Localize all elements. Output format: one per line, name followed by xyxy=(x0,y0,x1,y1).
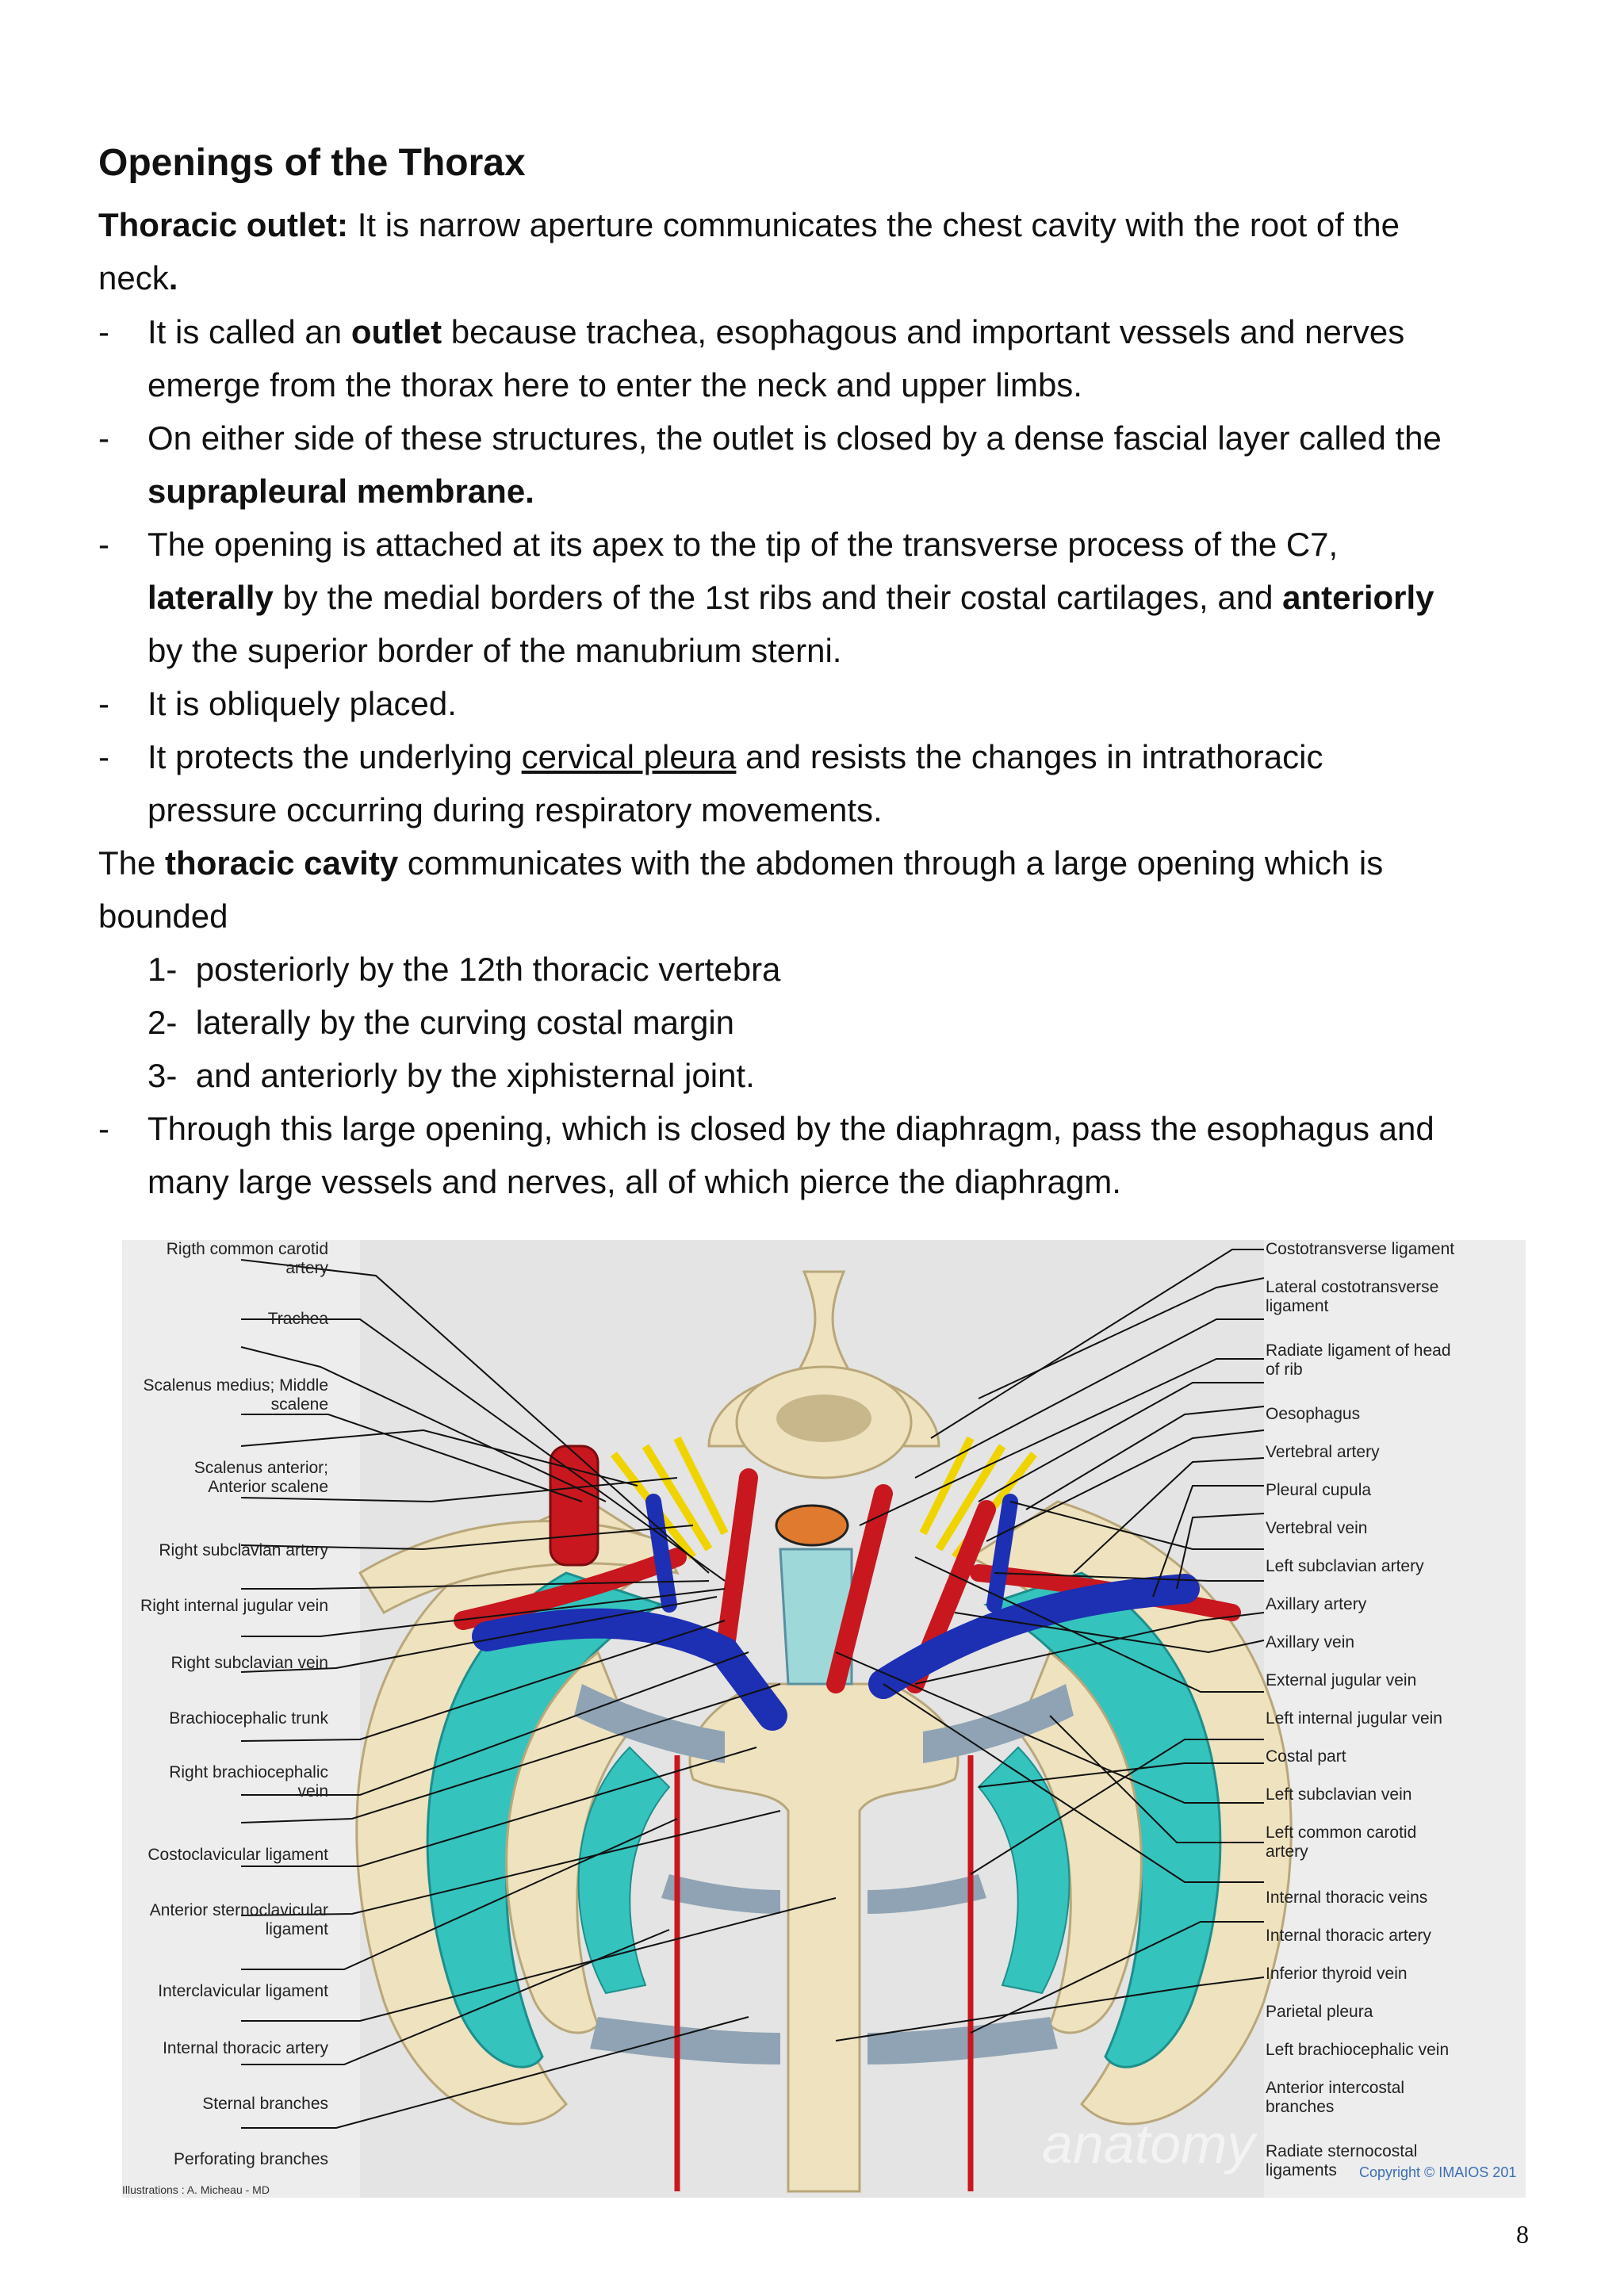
bullet-2-bold: suprapleural membrane. xyxy=(147,473,534,510)
list-number: 1- xyxy=(147,951,178,988)
label-right-subclavian-artery: Right subclavian artery xyxy=(159,1541,328,1559)
label-internal-thoracic-veins: Internal thoracic veins xyxy=(1266,1888,1428,1907)
watermark: anatomy xyxy=(1042,2113,1255,2175)
label-lateral-costotransverse: Lateral costotransverse ligament xyxy=(1266,1278,1439,1315)
bullet-1-text: It is called an xyxy=(147,313,351,350)
label-internal-thoracic-artery-r: Internal thoracic artery xyxy=(1266,1927,1431,1945)
oesophagus xyxy=(776,1506,848,1545)
bullet-2-cont xyxy=(147,465,1543,518)
bullet-3-bold-1: laterally xyxy=(147,579,274,616)
bullet-1-cont: emerge from the thorax here to enter the neck and upper limbs. xyxy=(147,366,1082,404)
intro-period: . xyxy=(168,259,178,297)
intro-label: Thoracic outlet: xyxy=(98,206,349,243)
label-external-jugular-vein: External jugular vein xyxy=(1266,1671,1417,1689)
page-title: Openings of the Thorax xyxy=(98,142,526,184)
label-left-subclavian-vein: Left subclavian vein xyxy=(1266,1785,1412,1804)
bullet-5 xyxy=(147,730,1543,783)
label-right-internal-jugular: Right internal jugular vein xyxy=(140,1597,328,1615)
list-item xyxy=(147,943,780,996)
bullet-dash: - xyxy=(98,419,109,457)
label-oesophagus: Oesophagus xyxy=(1266,1405,1361,1423)
scalene-muscle xyxy=(550,1446,598,1565)
bullet-3-cont-2: by the superior border of the manubrium sterni. xyxy=(147,632,842,669)
label-axillary-artery: Axillary artery xyxy=(1266,1595,1367,1613)
label-inferior-thyroid-vein: Inferior thyroid vein xyxy=(1266,1965,1408,1983)
cavity-line-2: bounded xyxy=(98,897,228,935)
copyright-notice: Copyright © IMAIOS 201 xyxy=(1359,2164,1517,2180)
list-item xyxy=(147,996,734,1049)
label-scalenus-anterior: Scalenus anterior; Anterior scalene xyxy=(193,1459,328,1496)
label-radiate-sternocostal: Radiate sternocostal ligaments xyxy=(1266,2142,1418,2179)
bullet-6-cont: many large vessels and nerves, all of which pierce the diaphragm. xyxy=(147,1163,1121,1200)
label-left-common-carotid: Left common carotid artery xyxy=(1266,1823,1417,1861)
bullet-5-text: It protects the underlying xyxy=(147,738,522,775)
label-costotransverse-ligament: Costotransverse ligament xyxy=(1266,1240,1455,1258)
thorax-figure xyxy=(122,1240,1526,2198)
list-number: 3- xyxy=(147,1057,178,1094)
bullet-1-bold: outlet xyxy=(350,313,442,350)
vertebral-canal xyxy=(776,1395,871,1442)
label-brachiocephalic-trunk: Brachiocephalic trunk xyxy=(169,1709,328,1728)
intro-line xyxy=(98,198,1526,251)
bullet-3-cont xyxy=(147,571,1543,624)
intro-line-2 xyxy=(98,251,1526,304)
label-trachea: Trachea xyxy=(267,1310,328,1328)
label-costoclavicular-ligament: Costoclavicular ligament xyxy=(147,1846,328,1864)
bullet-6: Through this large opening, which is closed by the diaphragm, pass the esophagus and xyxy=(147,1110,1434,1147)
list-text: laterally by the curving costal margin xyxy=(195,1004,735,1041)
label-right-brachiocephalic-vein: Right brachiocephalic vein xyxy=(169,1763,328,1800)
label-perforating-branches: Perforating branches xyxy=(174,2150,328,2168)
bullet-dash: - xyxy=(98,738,109,775)
label-anterior-intercostal: Anterior intercostal branches xyxy=(1266,2079,1405,2116)
label-pleural-cupula: Pleural cupula xyxy=(1266,1481,1372,1499)
label-vertebral-vein: Vertebral vein xyxy=(1266,1519,1368,1537)
intro-text-2: neck xyxy=(98,259,169,297)
label-anterior-sternoclavicular: Anterior sternoclavicular ligament xyxy=(149,1901,328,1938)
cavity-line xyxy=(98,836,1526,890)
bullet-3-text-b: by the medial borders of the 1st ribs and their costal cartilages, and xyxy=(273,579,1283,616)
bullet-2: On either side of these structures, the outlet is closed by a dense fascial layer called the xyxy=(147,419,1442,457)
bullet-5-cont: pressure occurring during respiratory movements. xyxy=(147,791,883,828)
cavity-text-b: communicates with the abdomen through a large opening which is xyxy=(398,844,1384,882)
label-internal-thoracic-artery-l: Internal thoracic artery xyxy=(163,2039,328,2057)
list-text: and anteriorly by the xiphisternal joint. xyxy=(195,1057,755,1094)
cavity-bold: thoracic cavity xyxy=(165,844,399,882)
bullet-3: The opening is attached at its apex to the tip of the transverse process of the C7, xyxy=(147,526,1339,563)
bullet-3-bold-2: anteriorly xyxy=(1282,579,1434,616)
label-left-subclavian-artery: Left subclavian artery xyxy=(1266,1557,1424,1575)
label-left-internal-jugular: Left internal jugular vein xyxy=(1266,1709,1442,1728)
bullet-5-text-b: and resists the changes in intrathoracic xyxy=(736,738,1323,775)
label-radiate-ligament: Radiate ligament of head of rib xyxy=(1266,1341,1451,1379)
list-text: posteriorly by the 12th thoracic vertebra xyxy=(195,951,781,988)
list-item xyxy=(147,1049,755,1102)
bullet-dash: - xyxy=(98,313,109,350)
cervical-pleura-link[interactable]: cervical pleura xyxy=(521,738,737,775)
label-vertebral-artery: Vertebral artery xyxy=(1266,1443,1380,1461)
bullet-dash: - xyxy=(98,685,109,722)
label-costal-part: Costal part xyxy=(1266,1747,1346,1766)
label-left-brachiocephalic-vein: Left brachiocephalic vein xyxy=(1266,2041,1450,2059)
list-number: 2- xyxy=(147,1004,178,1041)
label-scalenus-medius: Scalenus medius; Middle scalene xyxy=(143,1376,328,1414)
bullet-dash: - xyxy=(98,526,109,563)
label-sternal-branches: Sternal branches xyxy=(202,2095,328,2113)
label-parietal-pleura: Parietal pleura xyxy=(1266,2003,1373,2021)
bullet-4: It is obliquely placed. xyxy=(147,685,457,722)
intro-text: It is narrow aperture communicates the chest cavity with the root of the xyxy=(348,206,1400,243)
bullet-dash: - xyxy=(98,1110,109,1147)
label-interclavicular-ligament: Interclavicular ligament xyxy=(158,1982,328,2000)
label-axillary-vein: Axillary vein xyxy=(1266,1633,1355,1651)
label-right-subclavian-vein: Right subclavian vein xyxy=(170,1654,328,1672)
illustration-credit: Illustrations : A. Micheau - MD xyxy=(122,2183,270,2196)
page-number: 8 xyxy=(1516,2220,1529,2248)
bullet-1 xyxy=(147,305,1543,358)
label-right-common-carotid: Rigth common carotid artery xyxy=(166,1240,328,1277)
cavity-text-a: The xyxy=(98,844,166,882)
bullet-1-text-b: because trachea, esophagous and important vessels and nerves xyxy=(442,313,1405,350)
